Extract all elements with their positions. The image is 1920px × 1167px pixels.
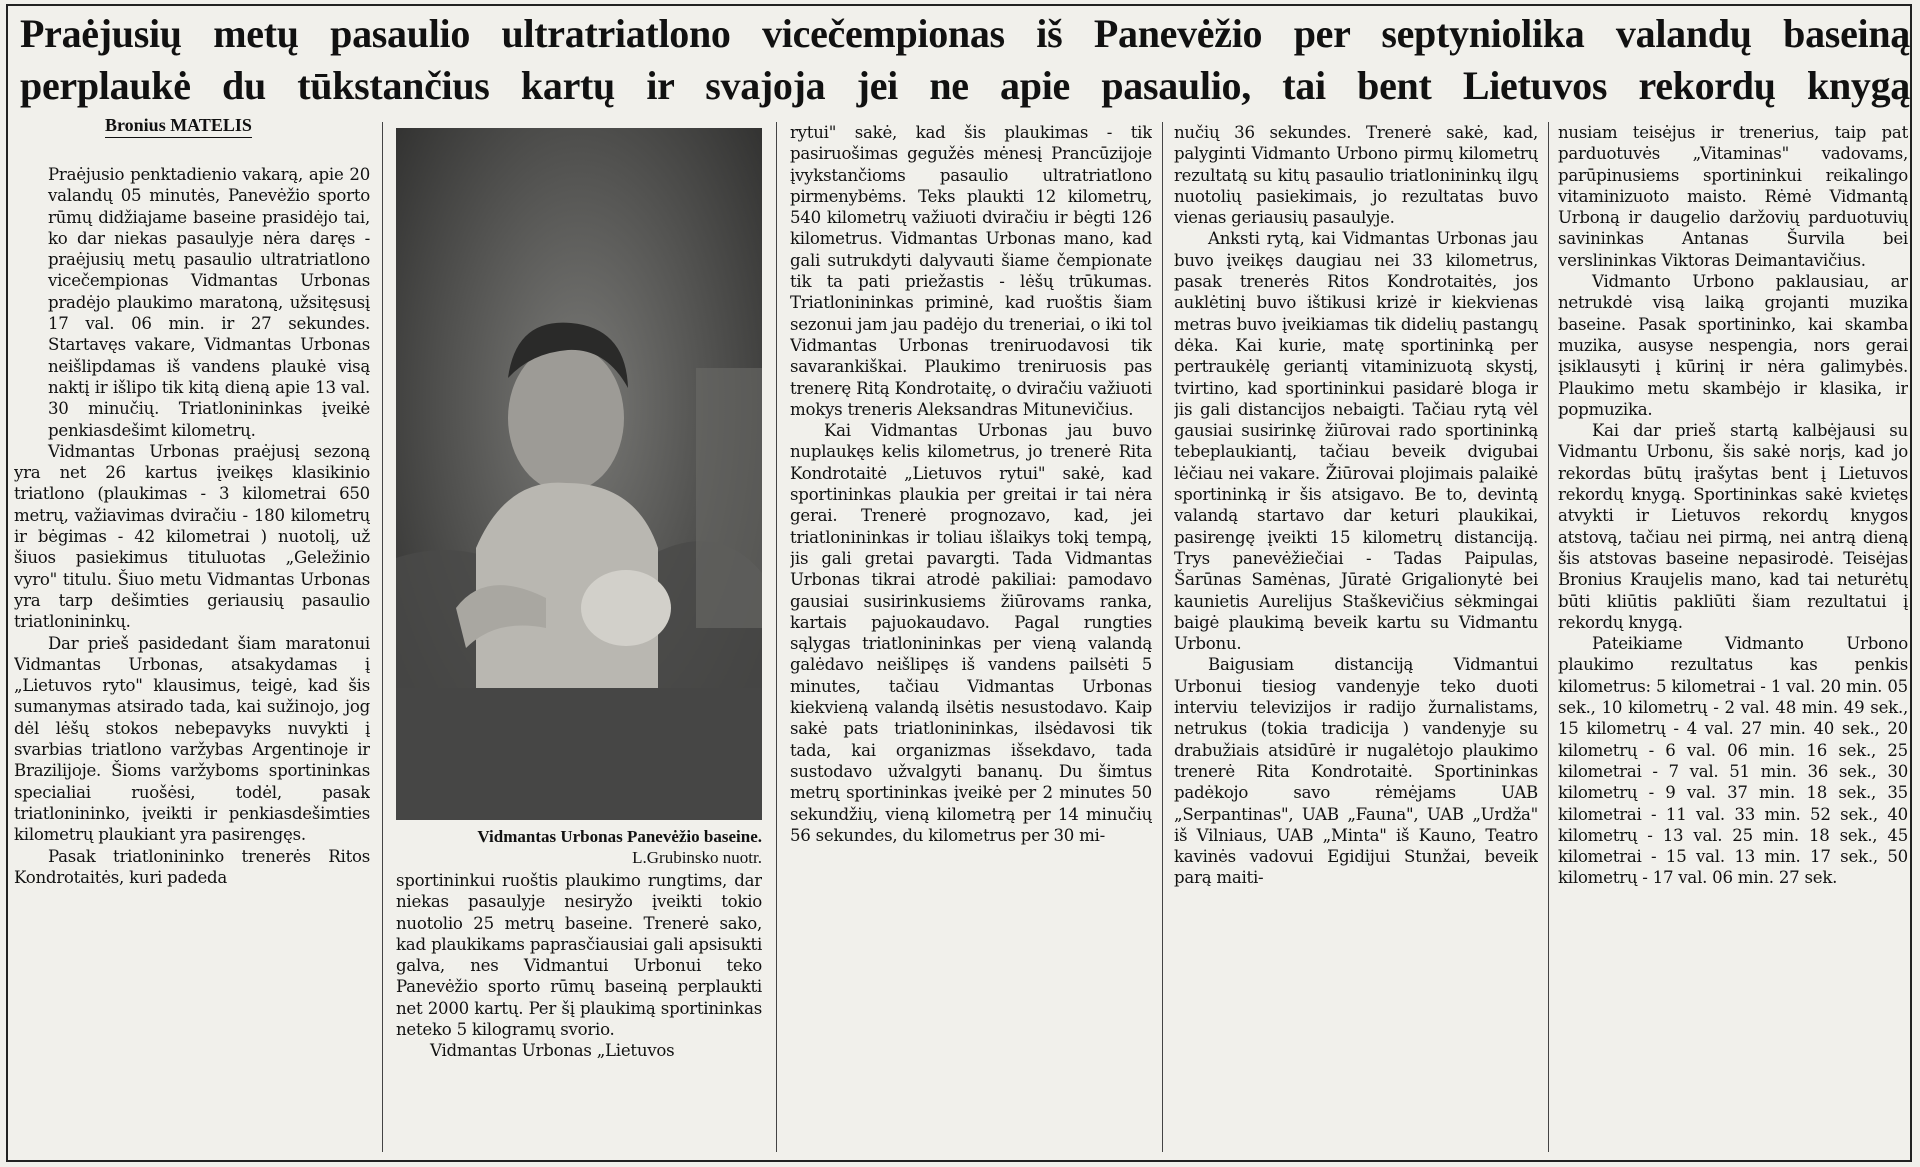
paragraph: sportininkui ruoštis plaukimo rungtims, dar niekas pasaulyje nesiryžo įveikti tokio nuotolio 25 metrų baseine. Trenerė sako, kad plaukikams paprasčiausiai gali apsisukti galva, nes Vidmantui Urbonui teko Panevėžio sporto rūmų baseiną perplaukti net 2000 kartų. Per šį plaukimą sportininkas neteko 5 kilogramų svorio. xyxy=(396,871,762,1040)
paragraph: nusiam teisėjus ir trenerius, taip pat parduotuvės „Vitaminas" vadovams, parūpinusiems sportininkui reikalingo vitaminizuoto maisto. Rėmė Vidmantą Urboną ir daugelio daržovių parduotuvių savininkas Antanas Šurvila bei verslininkas Viktoras Deimantavičius. xyxy=(1558,123,1908,270)
paragraph: Vidmantas Urbonas „Lietuvos xyxy=(430,1041,675,1061)
column-3 xyxy=(790,122,1152,1154)
headline xyxy=(20,8,1910,112)
headline-line-2: perplaukė du tūkstančius kartų ir svajoja jei ne apie pasaulio, tai bent Lietuvos rekordų knygą xyxy=(20,63,1910,108)
column-5 xyxy=(1558,122,1908,1154)
paragraph: Kai dar prieš startą kalbėjausi su Vidmantu Urbonu, šis sakė norįs, kad jo rekordas būtų įrašytas bent į Lietuvos rekordų knygą. Sportininkas sakė kvietęs atvykti ir Lietuvos rekordų knygos atstovą, tačiau nei pirmą, nei antrą dieną šis atstovas baseine nepasirodė. Teisėjas Bronius Kraujelis mano, kad tai neturėtų būti kliūtis pakliūti šiam rezultatui į rekordų knygą. xyxy=(1558,421,1908,632)
column-4 xyxy=(1174,122,1538,1154)
paragraph: Vidmanto Urbono paklausiau, ar netrukdė visą laiką grojanti muzika baseine. Pasak sportininko, kai skamba muzika, ausyse nespengia, nors gerai įsiklausyti į kūrinį ir nėra galimybės. Plaukimo metu skambėjo ir klasika, ir popmuzika. xyxy=(1558,272,1908,419)
paragraph: Vidmantas Urbonas praėjusį sezoną yra net 26 kartus įveikęs klasikinio triatlono (plaukimas - 3 kilometrai 650 metrų, važiavimas dviračiu - 180 kilometrų ir bėgimas - 42 kilometrai ) nuotolį, už šiuos pasiekimus tituluotas „Geležinio vyro" titulu. Šiuo metu Vidmantas Urbonas yra tarp dešimties geriausių pasaulio triatlonininkų. xyxy=(14,441,370,632)
paragraph: Pateikiame Vidmanto Urbono plaukimo rezultatus kas penkis kilometrus: 5 kilometrai - 1 val. 20 min. 05 sek., 10 kilometrų - 2 val. 48 min. 49 sek., 15 kilometrų - 4 val. 27 min. 40 sek., 20 kilometrų - 6 val. 06 min. 16 sek., 25 kilometrai - 7 val. 51 min. 36 sek., 30 kilometrų - 9 val. 37 min. 18 sek., 35 kilometrai - 11 val. 33 min. 52 sek., 40 kilometrų - 13 val. 25 min. 18 sek., 45 kilometrai - 15 val. 13 min. 17 sek., 50 kilometrų - 17 val. 06 min. 27 sek. xyxy=(1558,634,1908,888)
column-rule xyxy=(382,122,383,1152)
paragraph: Dar prieš pasidedant šiam maratonui Vidmantas Urbonas, atsakydamas į „Lietuvos ryto" klausimus, teigė, kad šis sumanymas atsirado tada, kai sužinojo, jog dėl lėšų stokos nebepavyks nuvykti į svarbias triatlono varžybas Argentinoje ir Brazilijoje. Šioms varžyboms sportininkas specialiai ruošėsi, todėl, pasak triatlonininko, įveikti ir penkiasdešimties kilometrų plaukiant yra pasirengęs. xyxy=(14,633,370,845)
headline-line-1: Praėjusių metų pasaulio ultratriatlono vicečempionas iš Panevėžio per septyniolika valandų baseiną xyxy=(20,11,1910,56)
paragraph: rytui" sakė, kad šis plaukimas - tik pasiruošimas gegužės mėnesį Prancūzijoje įvykstančioms pasaulio ultratriatlono pirmenybėms. Teks plaukti 12 kilometrų, 540 kilometrų važiuoti dviračiu ir bėgti 126 kilometrus. Vidmantas Urbonas mano, kad gali sutrukdyti dalyvauti šiame čempionate tik ta pati priežastis - lėšų trūkumas. Triatlonininkas priminė, kad ruoštis šiam sezonui jam jau padėjo du treneriai, o iki tol Vidmantas Urbonas treniruodavosi tik savarankiškai. Plaukimo treniruosis pas trenerę Ritą Kondrotaitę, o dviračiu važiuoti mokys treneris Aleksandras Mitunevičius. xyxy=(790,123,1152,419)
article-photo xyxy=(396,128,762,820)
paragraph: Baigusiam distanciją Vidmantui Urbonui tiesiog vandenyje teko duoti interviu televizijos ir radijo žurnalistams, netrukus (tokia tradicija ) vandenyje su drabužiais atsidūrė ir nugalėtojo plaukimo trenerė Rita Kondrotaitė. Sportininkas padėkojo savo rėmėjams UAB „Serpantinas", UAB „Fauna", UAB „Urdža" iš Vilniaus, UAB „Minta" iš Kauno, Teatro kavinės vadovui Egidijui Stunžai, beveik parą maiti- xyxy=(1174,655,1538,888)
paragraph: Anksti rytą, kai Vidmantas Urbonas jau buvo įveikęs daugiau nei 33 kilometrus, pasak trenerės Ritos Kondrotaitės, jos auklėtinį buvo ištikusi krizė ir kiekvienas metras buvo įveikiamas tik didelių pastangų dėka. Kai kurie, matę sportininką per pertraukėlę geriantį vitaminizuotą skystį, tvirtino, kad sportininkui pasidarė bloga ir jis gali distancijos nebaigti. Tačiau rytą vėl gausiai susirinkę žiūrovai rado sportininką tebeplaukiantį, tačiau beveik dvigubai lėčiau nei vakare. Žiūrovai plojimais palaikė sportininką ir šis atsigavo. Be to, devintą valandą startavo dar keturi plaukikai, pasirengę įveikti 15 kilometrų distanciją. Trys panevėžiečiai - Tadas Paipulas, Šarūnas Samėnas, Jūratė Grigalionytė bei kaunietis Aurelijus Staškevičius sėkmingai baigė plaukimą beveik kartu su Vidmantu Urbonu. xyxy=(1174,229,1538,654)
byline: Bronius MATELIS xyxy=(105,115,252,138)
column-rule xyxy=(776,122,777,1152)
photo-caption-block xyxy=(396,826,762,868)
photo-credit: L.Grubinsko nuotr. xyxy=(632,848,762,867)
column-rule xyxy=(1162,122,1163,1152)
column-1 xyxy=(14,164,370,1154)
column-rule xyxy=(1548,122,1549,1152)
paragraph: Praėjusio penktadienio vakarą, apie 20 valandų 05 minutės, Panevėžio sporto rūmų didžiajame baseine prasidėjo tai, ko dar niekas pasaulyje nėra daręs - praėjusių metų pasaulio ultratriatlono vicečempionas Vidmantas Urbonas pradėjo plaukimo maratoną, užsitęsusį 17 val. 06 min. ir 27 sekundes. Startavęs vakare, Vidmantas Urbonas neišlipdamas iš vandens plaukė visą naktį ir išlipo tik kitą dieną apie 13 val. 30 minučių. Triatlonininkas įveikė penkiasdešimt kilometrų. xyxy=(48,165,370,440)
paragraph: Kai Vidmantas Urbonas jau buvo nuplaukęs kelis kilometrus, jo trenerė Rita Kondrotaitė „Lietuvos rytui" sakė, kad sportininkas plaukia per greitai ir tai nėra gerai. Trenerė prognozavo, kad, jei triatlonininkas ir toliau išlaikys tokį tempą, jis gali gretai pavargti. Tada Vidmantas Urbonas tikrai atrodė pakiliai: pamodavo gausiai susirinkusiems žiūrovams ranka, kartais pajuokaudavo. Pagal rungties sąlygas triatlonininkas per vieną valandą galėdavo neišlipęs iš vandens pailsėti 5 minutes, tačiau Vidmantas Urbonas kiekvieną valandą ilsėtis nesustodavo. Kaip sakė pats triatlonininkas, ilsėdavosi tik tada, kai organizmas išsekdavo, tada sustodavo užvalgyti bananų. Du šimtus metrų sportininkas įveikė per 2 minutes 50 sekundžių, vieną kilometrą per 14 minučių 56 sekundes, du kilometrus per 30 mi- xyxy=(790,421,1152,845)
column-2 xyxy=(396,870,762,1154)
paragraph: nučių 36 sekundes. Trenerė sakė, kad, palyginti Vidmanto Urbono pirmų kilometrų rezultatą su kitų pasaulio triatlonininkų ilgų nuotolių pasiekimais, jo rezultatas buvo vienas geriausių pasaulyje. xyxy=(1174,123,1538,228)
photo-caption: Vidmantas Urbonas Panevėžio baseine. xyxy=(477,827,762,846)
paragraph: Pasak triatlonininko trenerės Ritos Kondrotaitės, kuri padeda xyxy=(14,846,370,887)
